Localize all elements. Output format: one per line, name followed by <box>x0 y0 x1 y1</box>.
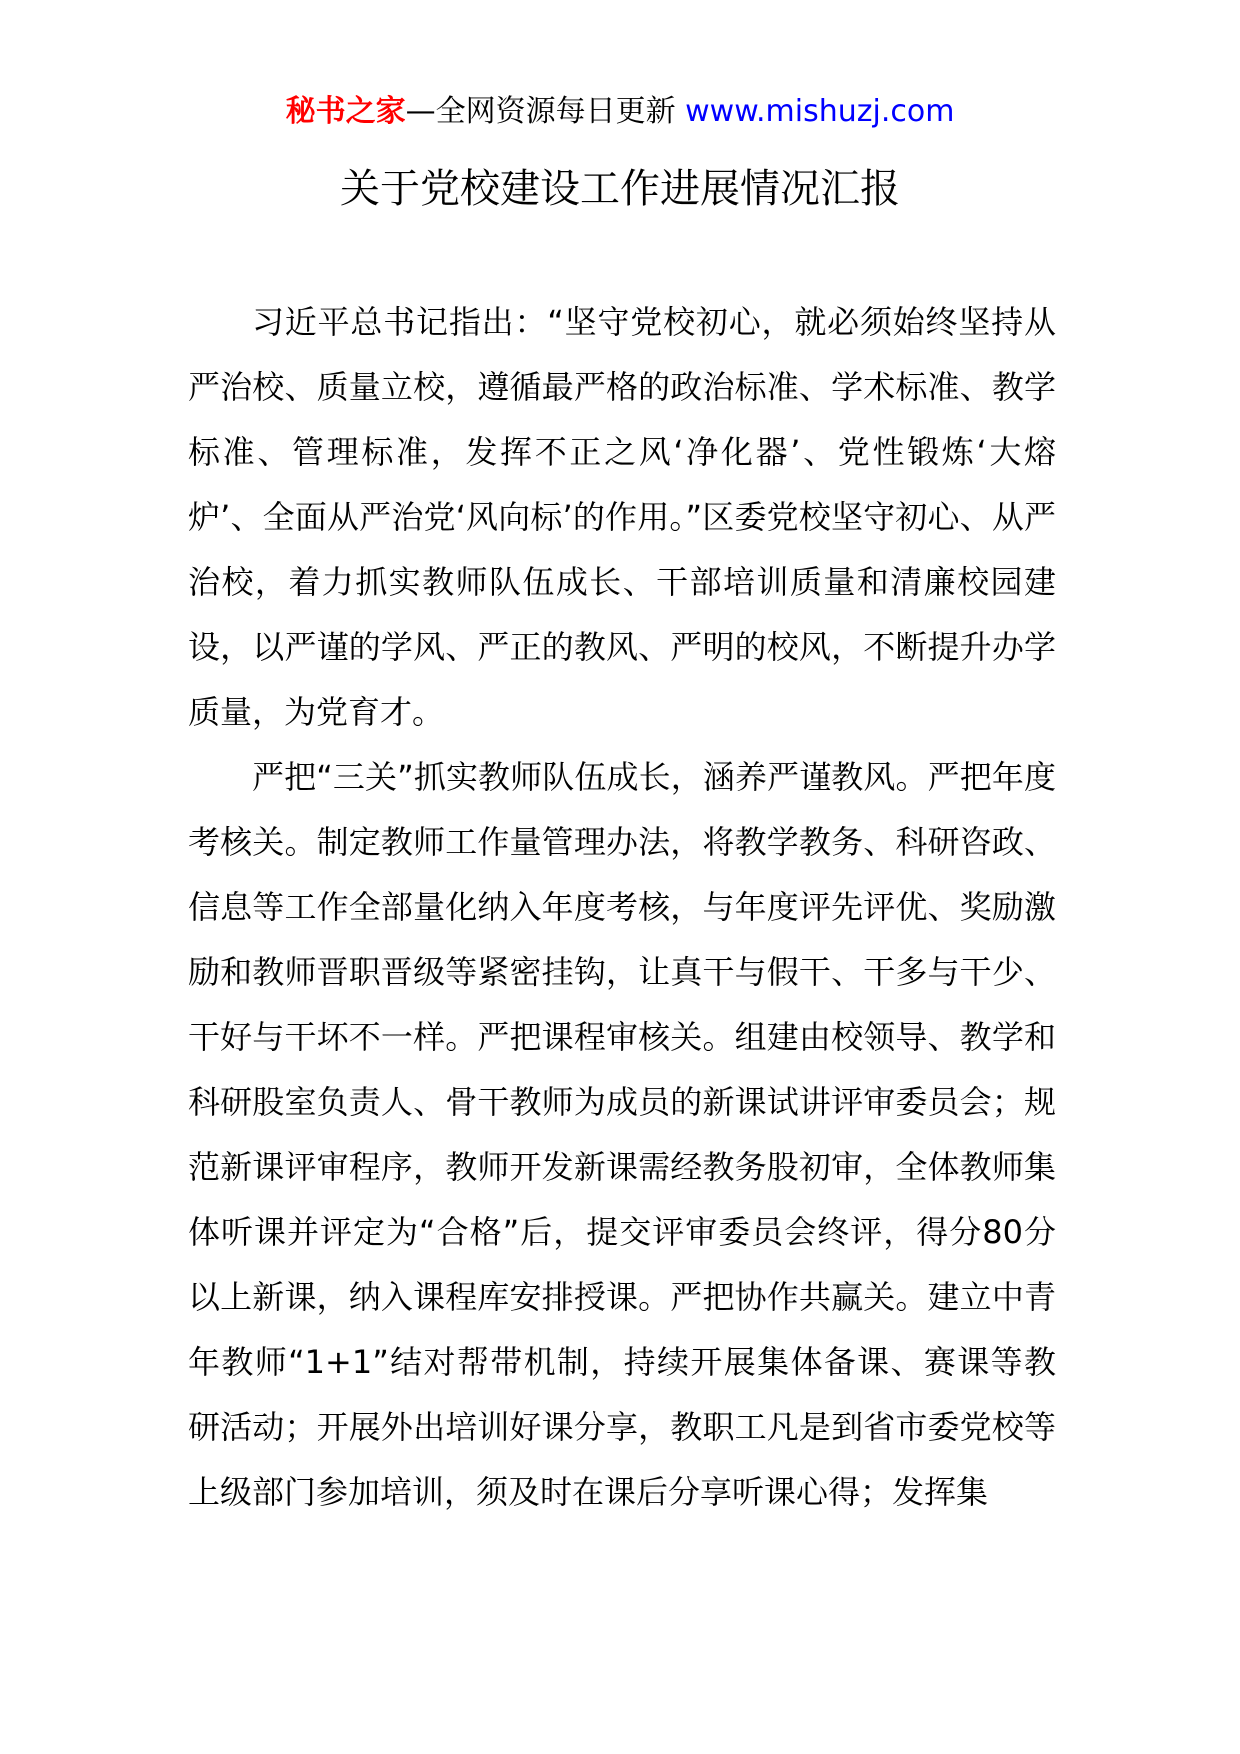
document-body <box>188 290 1056 1525</box>
paragraph-2: 严把“三关”抓实教师队伍成长，涵养严谨教风。严把年度考核关。制定教师工作量管理办法，将教学教务、科研咨政、信息等工作全部量化纳入年度考核，与年度评先评优、奖励激励和教师晋职晋级等紧密挂钩，让真干与假干、干多与干少、干好与干坏不一样。严把课程审核关。组建由校领导、教学和科研股室负责人、骨干教师为成员的新课试讲评审委员会；规范新课评审程序，教师开发新课需经教务股初审，全体教师集体听课并评定为“合格”后，提交评审委员会终评，得分80分以上新课，纳入课程库安排授课。严把协作共赢关。建立中青年教师“1+1”结对帮带机制，持续开展集体备课、赛课等教研活动；开展外出培训好课分享，教职工凡是到省市委党校等上级部门参加培训，须及时在课后分享听课心得；发挥集 <box>188 758 1056 1511</box>
banner-tagline: —全网资源每日更新 <box>405 94 676 129</box>
paragraph-1: 习近平总书记指出：“坚守党校初心，就必须始终坚持从严治校、质量立校，遵循最严格的政治标准、学术标准、教学标准、管理标准，发挥不正之风‘净化器’、党性锻炼‘大熔炉’、全面从严治党‘风向标’的作用。”区委党校坚守初心、从严治校，着力抓实教师队伍成长、干部培训质量和清廉校园建设，以严谨的学风、严正的教风、严明的校风，不断提升办学质量，为党育才。 <box>188 303 1056 731</box>
document-title: 关于党校建设工作进展情况汇报 <box>340 166 900 212</box>
brand-name: 秘书之家 <box>285 94 406 129</box>
site-url-link[interactable]: www.mishuzj.com <box>685 94 955 129</box>
site-banner <box>0 92 1240 132</box>
